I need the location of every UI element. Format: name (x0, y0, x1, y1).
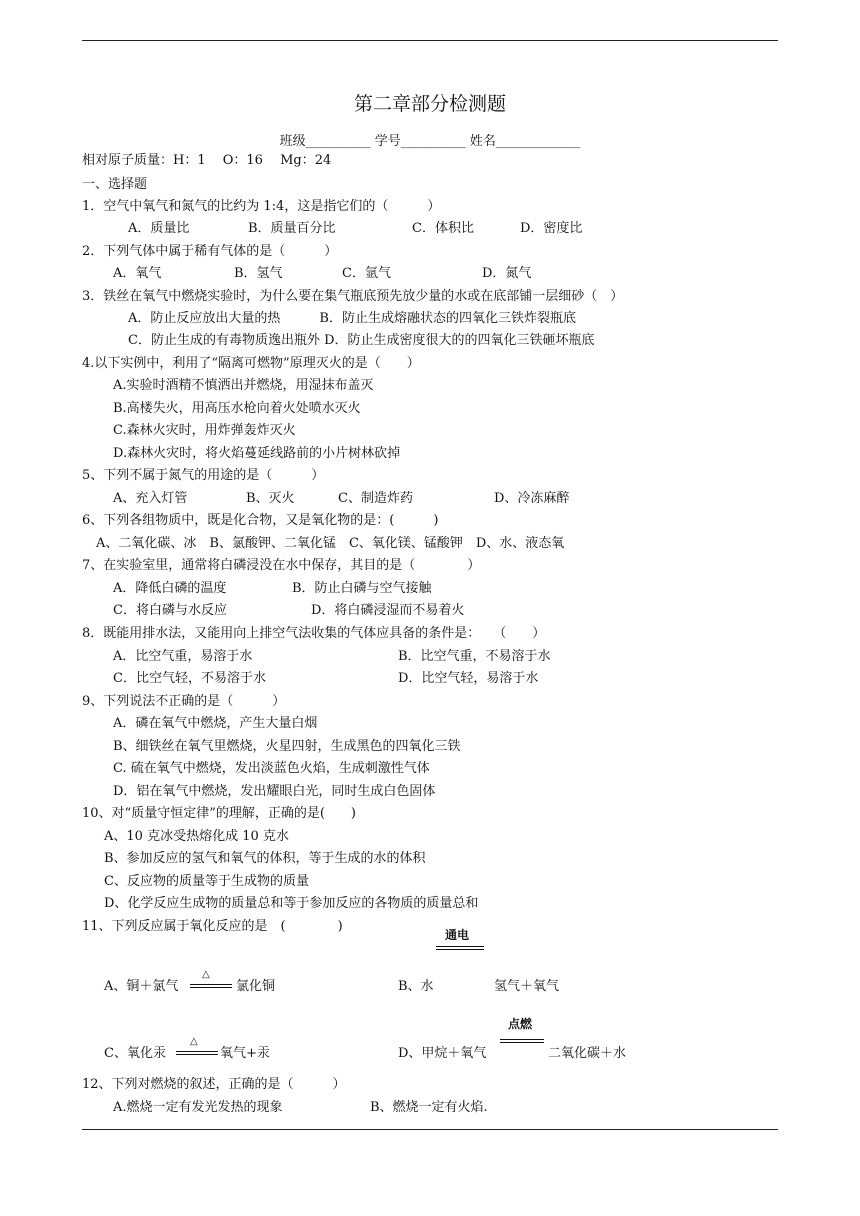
q8-option-c: C．比空气轻，不易溶于水 (113, 671, 266, 686)
q2-option-b: B．氢气 (234, 266, 283, 281)
q1-option-a: A．质量比 (128, 221, 190, 236)
q7-option-c: C．将白磷与水反应 (113, 603, 227, 618)
q1-option-c: C．体积比 (412, 221, 474, 236)
q3-options-ab: A．防止反应放出大量的热 B．防止生成熔融状态的四氧化三铁炸裂瓶底 (128, 311, 576, 326)
q8-option-a: A．比空气重，易溶于水 (113, 649, 253, 664)
q7-option-a: A．降低白磷的温度 (113, 581, 227, 596)
q11-option-c-products: 氧气+汞 (220, 1046, 270, 1061)
student-info-line: 班级__________ 学号__________ 姓名_____________ (279, 134, 581, 149)
q10-stem: 10、对“质量守恒定律”的理解，正确的是( ) (82, 806, 356, 821)
q11-option-a-product: 氯化铜 (236, 979, 276, 994)
q1-stem: 1．空气中氧气和氮气的比约为 1:4，这是指它们的（ ） (82, 199, 441, 214)
top-rule (82, 40, 778, 41)
page-title: 第二章部分检测题 (353, 93, 506, 115)
q4-option-a: A.实验时酒精不慎洒出并燃烧，用湿抹布盖灭 (113, 378, 374, 393)
q5-option-b: B、灭火 (246, 491, 295, 506)
q11-option-d-condition: 点燃 (508, 1017, 533, 1031)
q11-stem: 11、下列反应属于氧化反应的是 ( ) (82, 919, 343, 934)
q9-option-a: A．磷在氧气中燃烧，产生大量白烟 (113, 716, 318, 731)
q2-option-d: D．氮气 (482, 266, 532, 281)
q7-option-b: B．防止白磷与空气接触 (292, 581, 432, 596)
q10-option-b: B、参加反应的氢气和氧气的体积，等于生成的水的体积 (104, 851, 426, 866)
q9-option-b: B、细铁丝在氧气里燃烧，火星四射，生成黑色的四氧化三铁 (113, 739, 461, 754)
q11-option-b-condition-underline (436, 946, 484, 950)
q11-option-a-reactants: A、铜＋氯气 (104, 979, 179, 994)
q12-option-b: B、燃烧一定有火焰. (370, 1100, 488, 1115)
q11-option-a-equals-sign (190, 984, 232, 988)
q11-option-c-equals-sign (176, 1051, 218, 1055)
q10-option-c: C、反应物的质量等于生成物的质量 (104, 874, 309, 889)
q9-stem: 9、下列说法不正确的是（ ） (82, 694, 286, 709)
q12-stem: 12、下列对燃烧的叙述，正确的是（ ） (82, 1077, 346, 1092)
q4-option-c: C.森林火灾时，用炸弹轰炸灭火 (113, 423, 296, 438)
q12-option-a: A.燃烧一定有发光发热的现象 (113, 1100, 283, 1115)
q11-option-d-equals-sign (500, 1039, 544, 1043)
q4-option-d: D.森林火灾时，将火焰蔓延线路前的小片树林砍掉 (113, 446, 401, 461)
q1-option-d: D．密度比 (520, 221, 583, 236)
q5-option-a: A、充入灯管 (113, 491, 188, 506)
q5-option-c: C、制造炸药 (338, 491, 413, 506)
q8-option-d: D．比空气轻，易溶于水 (398, 671, 539, 686)
q11-option-b-reactant: B、水 (398, 979, 434, 994)
q11-option-c-reactant: C、氧化汞 (104, 1046, 166, 1061)
section-heading: 一、选择题 (82, 177, 148, 192)
q11-option-d-reactants: D、甲烷＋氧气 (398, 1046, 487, 1061)
q7-stem: 7、在实验室里，通常将白磷浸没在水中保存，其目的是（ ） (82, 558, 481, 573)
q11-option-b-products: 氢气＋氧气 (494, 979, 560, 994)
q9-option-c: C. 硫在氧气中燃烧，发出淡蓝色火焰，生成刺激性气体 (113, 761, 430, 776)
q6-stem: 6、下列各组物质中，既是化合物，又是氧化物的是：( ) (82, 513, 439, 528)
q4-stem: 4.以下实例中，利用了“隔离可燃物”原理灭火的是（ ） (82, 356, 420, 371)
q2-option-a: A．氧气 (113, 266, 162, 281)
q3-stem: 3．铁丝在氧气中燃烧实验时，为什么要在集气瓶底预先放少量的水或在底部铺一层细砂（ ） (82, 289, 624, 304)
q4-option-b: B.高楼失火，用高压水枪向着火处喷水灭火 (113, 401, 361, 416)
q1-option-b: B．质量百分比 (248, 221, 336, 236)
q2-stem: 2．下列气体中属于稀有气体的是（ ） (82, 244, 338, 259)
q5-stem: 5、下列不属于氮气的用途的是（ ） (82, 468, 325, 483)
heat-triangle-icon: △ (190, 1036, 198, 1047)
heat-triangle-icon: △ (202, 969, 210, 980)
q2-option-c: C．氩气 (342, 266, 391, 281)
q8-option-b: B．比空气重，不易溶于水 (398, 649, 551, 664)
q5-option-d: D、冷冻麻醉 (494, 491, 570, 506)
q9-option-d: D．铝在氧气中燃烧，发出耀眼白光，同时生成白色固体 (113, 784, 436, 799)
bottom-rule (82, 1129, 778, 1130)
q8-stem: 8．既能用排水法，又能用向上排空气法收集的气体应具备的条件是： （ ） (82, 626, 546, 641)
atomic-mass-line: 相对原子质量：H：1 O：16 Mg：24 (82, 153, 332, 168)
q10-option-d: D、化学反应生成物的质量总和等于参加反应的各物质的质量总和 (104, 896, 479, 911)
q6-options: A、二氧化碳、冰 B、氯酸钾、二氧化锰 C、氧化镁、锰酸钾 D、水、液态氧 (96, 536, 565, 551)
q11-option-b-condition: 通电 (445, 928, 470, 942)
q3-options-cd: C．防止生成的有毒物质逸出瓶外 D．防止生成密度很大的的四氧化三铁砸坏瓶底 (128, 333, 595, 348)
q10-option-a: A、10 克冰受热熔化成 10 克水 (104, 829, 289, 844)
q7-option-d: D．将白磷浸湿而不易着火 (311, 603, 465, 618)
q11-option-d-products: 二氧化碳＋水 (548, 1046, 627, 1061)
